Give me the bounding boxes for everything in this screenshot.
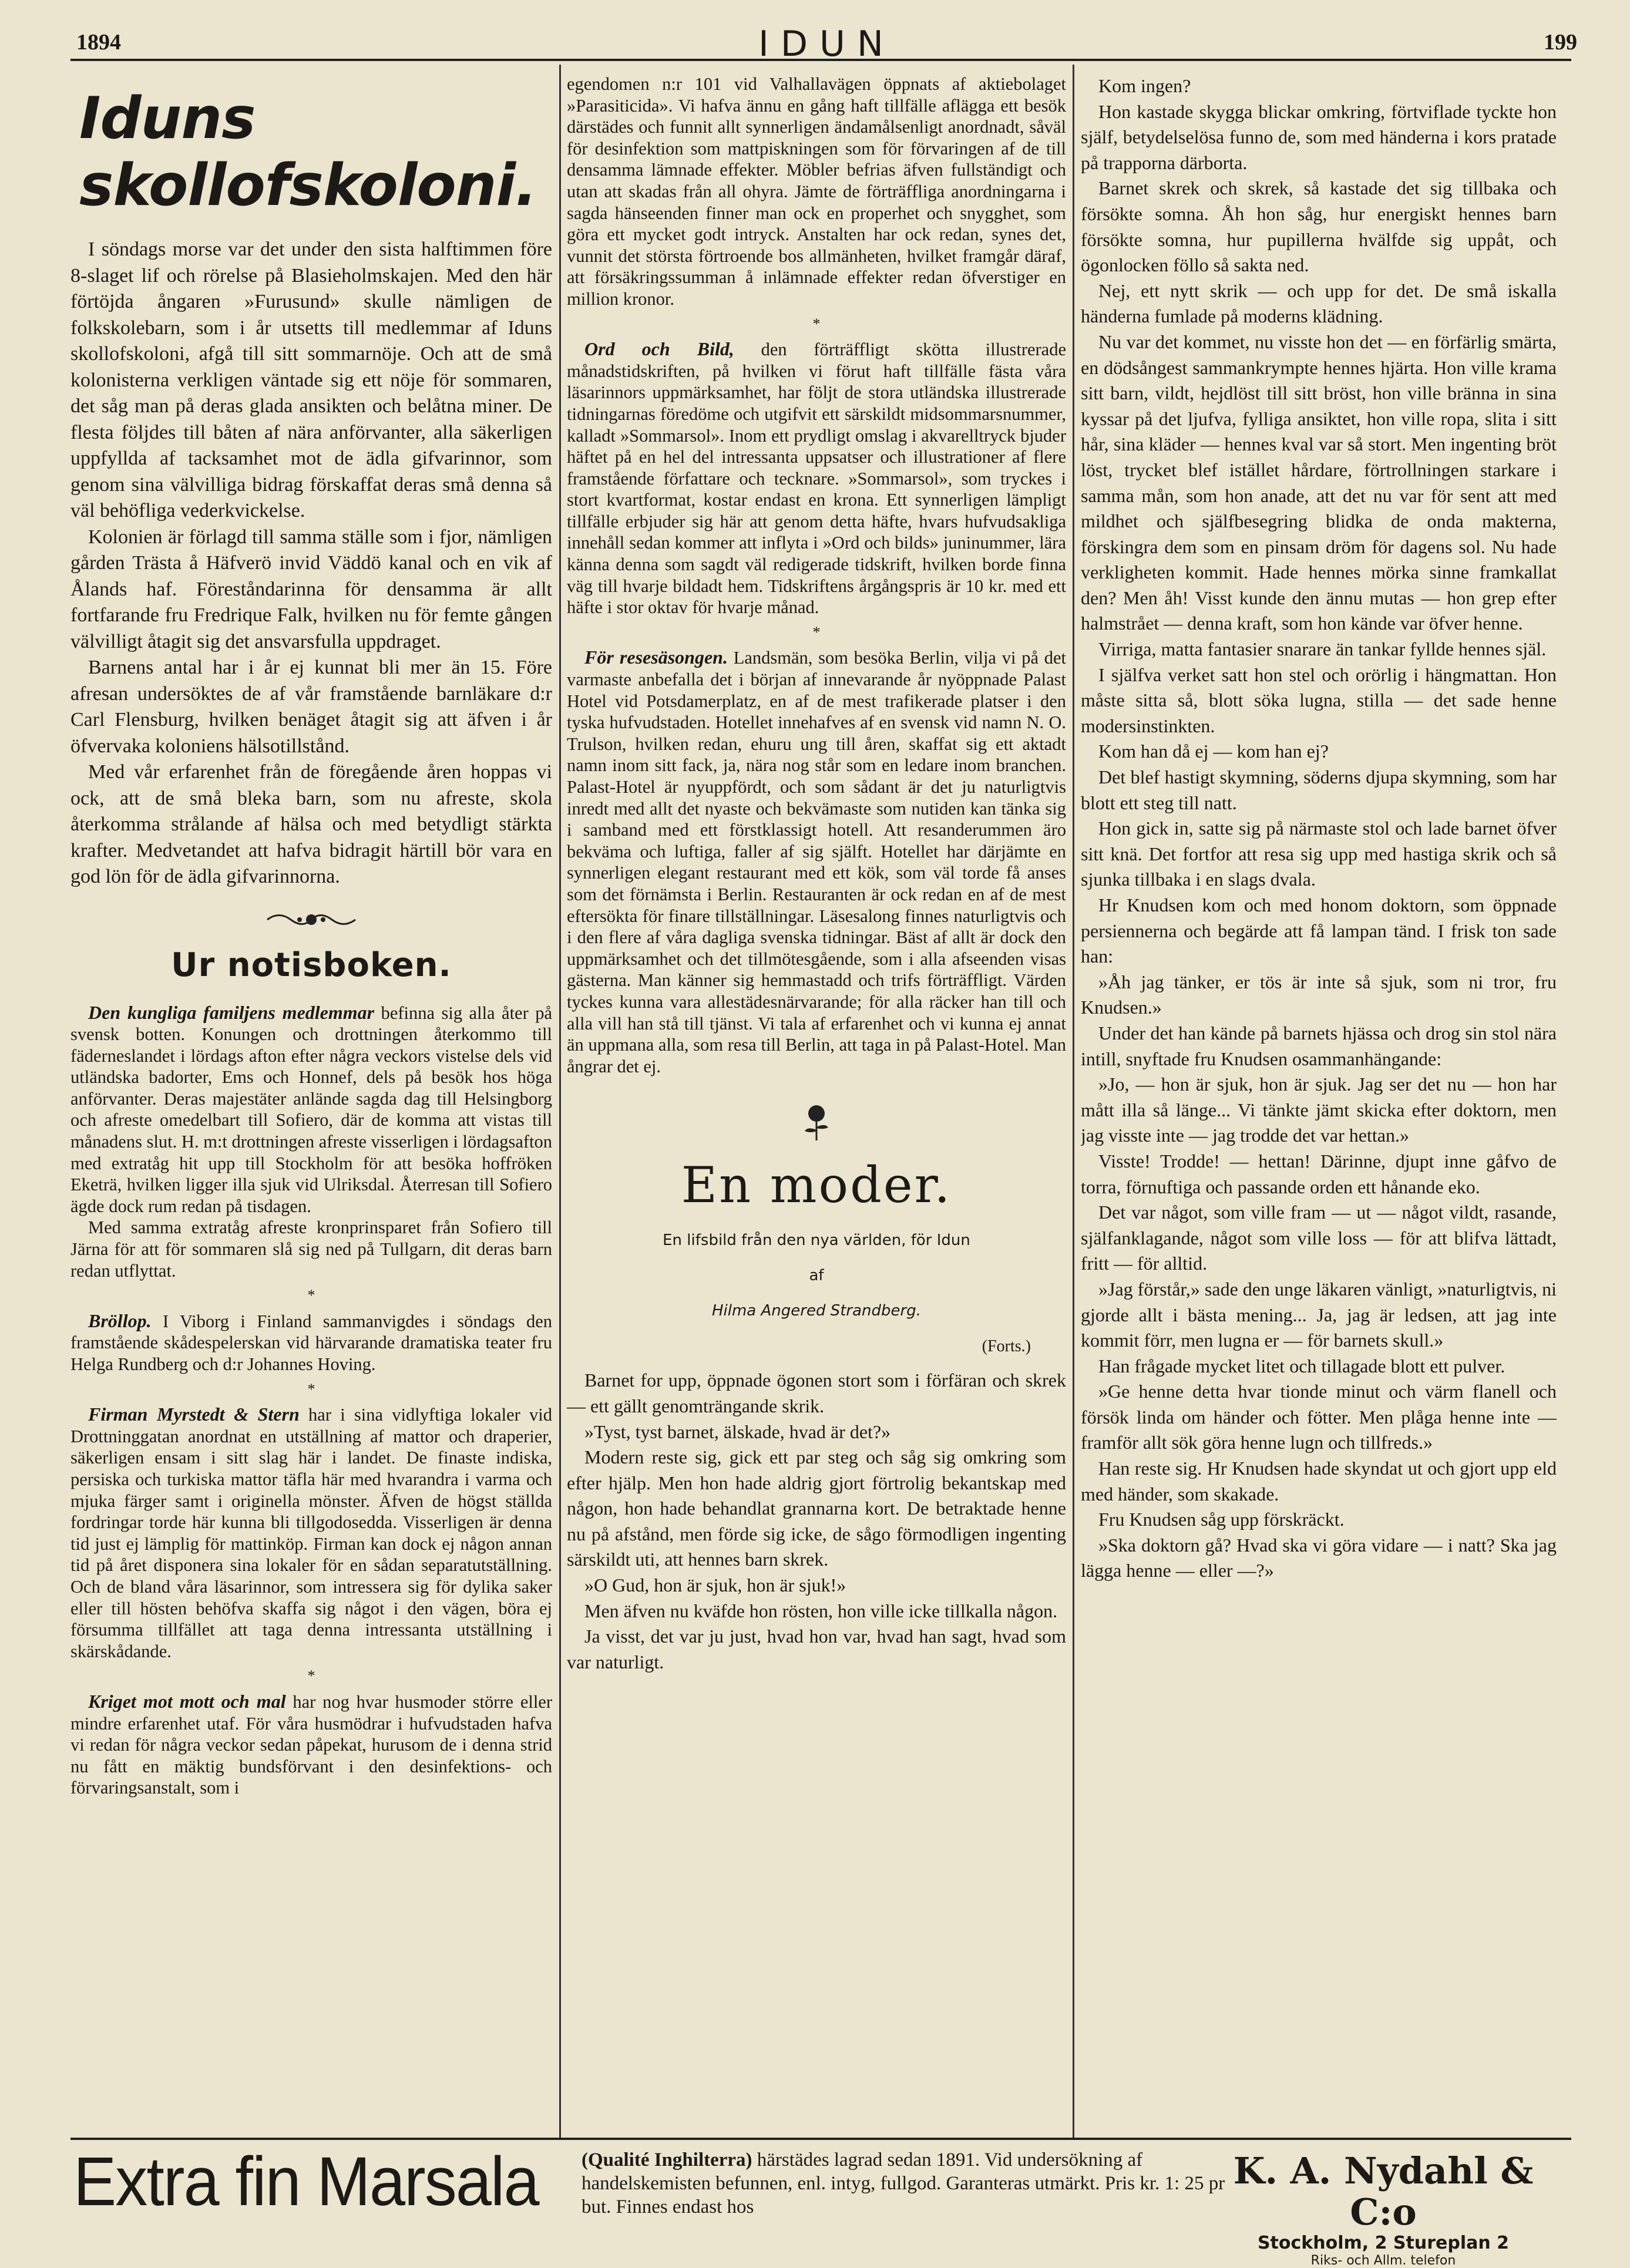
paragraph: Nu var det kommet, nu visste hon det — en förfärlig smärta, en dödsångest sammankrympte hennes hjärta. Hon ville krama sitt barn, vildt, hejdlöst till sitt bröst, hon ville bränna in sina kyssar på det ljufva, fylliga ansiktet, hon ville ropa, slita i sitt hår, sina kläder — hennes kval var så stort. Men ingenting bröt löst, trycket blef istället hårdare, förtrollningen starkare i samma mån, som hon anade, att det nu var för sent att med mildhet och själfbesegring blidka de onda makterna, förskingra dem som en pinsam dröm för dagens sol. Nu hade verkligheten kommit. Hade hennes mörka sinne framkallat den? Men åh! Visst kunde den ännu mutas — hon grep efter halmstrået — denna kraft, som hon kände var öfver henne.: [1081, 331, 1557, 634]
section-title: Ur notisboken.: [171, 945, 452, 984]
story-author: Hilma Angered Strandberg.: [711, 1302, 921, 1320]
paragraph: Med vår erfarenhet från de föregående åren hoppas vi ock, att de små bleka barn, som nu afreste, skola återkomma strålande af hälsa och med betydligt stärkta krafter. Medvetandet att hafva bidragit härtill bör vara en god lön för de ädla gifvarinnorna.: [70, 761, 552, 887]
paragraph: Fru Knudsen såg upp förskräckt.: [1098, 1509, 1345, 1530]
paragraph: Under det han kände på barnets hjässa och drog sin stol nära intill, snyftade fru Knudsen osammanhängande:: [1081, 1022, 1557, 1069]
ornament-divider-icon: [70, 908, 552, 934]
paragraph: Barnet skrek och skrek, så kastade det sig tillbaka och försökte somna. Åh hon såg, hur energiskt hennes barn försökte somna, hur pupillerna hvälfde sig uppåt, och ögonlocken föllo så sakta ned.: [1081, 177, 1557, 276]
journal-title: IDUN: [758, 23, 895, 65]
notice-lead: Kriget mot mott och mal: [88, 1690, 286, 1712]
notice-item: [70, 1691, 552, 1799]
column-rule: [559, 65, 561, 2138]
rose-ornament-icon: [567, 1101, 1066, 1145]
paragraph: Men äfven nu kväfde hon rösten, hon ville icke tillkalla någon.: [584, 1600, 1058, 1621]
ad-firm-address: Stockholm, 2 Stureplan 2: [1257, 2233, 1510, 2253]
paragraph: Han frågade mycket litet och tillagade blott ett pulver.: [1098, 1355, 1505, 1377]
article-title: Iduns skollofskoloni.: [79, 85, 537, 219]
story-body: [567, 1368, 1066, 1675]
notice-item: [70, 1310, 552, 1375]
paragraph: »Tyst, tyst barnet, älskade, hvad är det?»: [584, 1421, 891, 1442]
paragraph: »Jag förstår,» sade den unge läkaren vänligt, »naturligtvis, ni gjorde allt i bästa mening... Ja, jag är ledsen, att jag inte kommit förr, men lugna er — för barnets skull.»: [1081, 1278, 1557, 1351]
paragraph: Kom ingen?: [1098, 75, 1191, 96]
notice-text: Landsmän, som besöka Berlin, vilja vi på det varmaste anbefalla det i början af innevarande år nyöppnade Palast Hotel vid Potsdamerplatz, en af de mest trafikerade platser i den tyska hufvudstaden. Hotellet innehafves af en svensk vid namn N. O. Trulson, hvilken redan, ehuru ung till åren, skaffat sig ett aktadt namn inom sitt fack, ja, nära nog står som en ledare inom branchen. Palast-Hotel är nyuppfördt, och som sådant är det ju naturligtvis inredt med allt det nyaste och bekvämaste som nutiden kan tänka sig i samband med ett förstklassigt hotell. Att resanderummen äro bekväma och luftiga, faller af sig själft. Hotellet har därjämte en synnerligen elegant restaurant med ett kök, som väl torde få anses som det förnämsta i Berlin. Restauranten är ock redan en af de mest eftersökta för finare tillställningar. Läsesalong finnes naturligtvis och i den flere af våra dagliga svenska tidningar. Bäst af allt är dock den uppmärksamhet och det tillmötesgående, som i alla afseenden visas gästerna. Man känner sig hemmastadd och trifs förträffligt. Värden tyckes kunna vara allestädesnärvarande; för alla räcker han till och alla vill han stå till tjänst. Vi tala af erfarenhet och vi kunna ej annat än uppmana alla, som resa till Berlin, att taga in på Palast-Hotel. Man ångrar det ej.: [567, 648, 1066, 1076]
paragraph: Nej, ett nytt skrik — och upp for det. De små iskalla händerna fumlade på moderns klädning.: [1081, 280, 1557, 327]
paragraph: »Åh jag tänker, er tös är inte så sjuk, som ni tror, fru Knudsen.»: [1081, 971, 1557, 1018]
notice-lead: Ord och Bild,: [584, 338, 734, 360]
separator-star: *: [307, 1287, 315, 1304]
notice-item: [70, 1404, 552, 1662]
ad-description: [582, 2148, 1228, 2219]
ad-quality: (Qualité Inghilterra): [582, 2149, 752, 2171]
ad-firm-phone: Riks- och Allm. telefon: [1310, 2253, 1456, 2268]
paragraph: Virriga, matta fantasier snarare än tankar fyllde hennes själ.: [1098, 638, 1547, 660]
notice-item: [70, 1002, 552, 1217]
ad-rule: [70, 2138, 1571, 2140]
advertisement: [70, 2143, 1571, 2268]
paragraph: I söndags morse var det under den sista halftimmen före 8-slaget lif och rörelse på Blasieholmskajen. Med den här förtöjda ångaren »Furusund» skulle nämligen de folkskolebarn, som i år utsetts till medlemmar af Iduns skollofskoloni, afgå till sitt sommarnöje. Och att de små kolonisterna verkligen väntade sig ett nöje för sommaren, det såg man på deras glada ansikten och belåtna miner. De flesta följdes till båten af nära anförvanter, alla säkerligen uppfyllda af tacksamhet mot de ädla gifvarinnor, som genom sina välvilliga bidrag förskaffat deras små denna så väl behöfliga vederkvickelse.: [70, 238, 552, 521]
ad-text: härstädes lagrad sedan 1891. Vid undersökning af handelskemisten befunnen, enl. intyg, fullgod. Garanteras utmärkt. Pris kr. 1: 25 pr but. Finnes endast hos: [582, 2149, 1225, 2217]
paragraph: Kom han då ej — kom han ej?: [1098, 741, 1329, 762]
story-body-continued: [1081, 73, 1557, 1584]
page-number-left: 1894: [76, 30, 121, 55]
story-subtitle: En lifsbild från den nya världen, för Idun: [663, 1231, 970, 1250]
paragraph: Hr Knudsen kom och med honom doktorn, som öppnade persiennerna och begärde att få lampan tänd. I frisk ton sade han:: [1081, 894, 1557, 967]
paragraph: Kolonien är förlagd till samma ställe som i fjor, nämligen gården Trästa å Häfverö invid Väddö kanal och en vik af Ålands haf. Föreståndarinna för densamma är allt fortfarande fru Fredrique Falk, hvilken nu för femte gången välvilligt åtagit sig det ansvarsfulla uppdraget.: [70, 526, 552, 652]
separator-star: *: [812, 623, 821, 641]
ad-firm: [1201, 2151, 1565, 2268]
separator-star: *: [812, 315, 821, 332]
column-2: [567, 73, 1066, 2135]
notice-lead: Firman Myrstedt & Stern: [88, 1404, 300, 1425]
page-number-right: 199: [1544, 30, 1577, 55]
paragraph: »O Gud, hon är sjuk, hon är sjuk!»: [584, 1574, 846, 1596]
notice-text: har nog hvar husmoder större eller mindre erfarenhet utaf. För våra husmödrar i hufvudstaden hafva vi redan för några veckor sedan påpekat, hurusom de i denna strid nu fått en mäktig bundsförvant i den desinfektions- och förvaringsanstalt, som i: [70, 1691, 552, 1798]
ad-firm-name: K. A. Nydahl & C:o: [1233, 2149, 1534, 2233]
notice-lead: Den kungliga familjens medlemmar: [88, 1001, 375, 1023]
paragraph: Barnens antal har i år ej kunnat bli mer än 15. Före afresan undersöktes de af vår framstående barnläkare d:r Carl Flensburg, hvilken benäget åtagit sig att äfven i år öfvervaka koloniens hälsotillstånd.: [70, 657, 552, 757]
notices-continued: [567, 73, 1066, 1077]
column-rule: [1073, 65, 1074, 2138]
paragraph: Det blef hastigt skymning, söderns djupa skymning, som har blott ett steg till natt.: [1081, 766, 1557, 813]
separator-star: *: [307, 1667, 315, 1685]
story-af: af: [809, 1267, 824, 1285]
notice-text: befinna sig alla åter på svensk botten. Konungen och drottningen återkommo till fäderneslandet i lördags afton efter några veckors vistelse dels vid utländska badorter, Ems och Honnef, dels på besök hos höga anförvanter. Deras majestäter anlände sagda dag till Helsingborg och afreste omedelbart till Sofiero, där de komma att vistas till månadens slut. H. m:t drottningen afreste visserligen i lördagsafton med extratåg hit upp till Stockholm för att besöka hoffröken Eketrä, hvilken ligger illa sjuk vid Ulriksdal. Återresan till Sofiero ägde dock rum redan på tisdagen.: [70, 1002, 552, 1216]
notice-item: [567, 647, 1066, 1077]
paragraph: »Jo, — hon är sjuk, hon är sjuk. Jag ser det nu — hon har mått illa så länge... Vi tänkte jämt skicka efter doktorn, men jag visste inte — jag trodde det var hettan.»: [1081, 1074, 1557, 1146]
notice-lead: För resesäsongen.: [584, 647, 728, 668]
paragraph: Modern reste sig, gick ett par steg och såg sig omkring som efter hjälp. Men hon hade aldrig gjort förtrolig bekantskap med någon, hon hade behandlat grannarna kort. De betraktade henne nu på afstånd, men förde sig icke, de sågo förmodligen ingenting särskildt uti, att hennes barn skrek.: [567, 1446, 1066, 1570]
column-1: [70, 73, 552, 2135]
paragraph: »Ska doktorn gå? Hvad ska vi göra vidare — i natt? Ska jag lägga henne — eller —?»: [1081, 1534, 1557, 1581]
paragraph: Han reste sig. Hr Knudsen hade skyndat ut och gjort upp eld med händer, som skakade.: [1081, 1458, 1557, 1505]
header-rule: [70, 59, 1571, 61]
notice-text: I Viborg i Finland sammanvigdes i söndags den framstående skådespelerskan vid härvarande dramatiska teater fru Helga Rundberg och d:r Johannes Hoving.: [70, 1311, 552, 1374]
paragraph: Det var något, som ville fram — ut — något vildt, rasande, själfanklagande, något som ville loss — för att blifva lättadt, fritt — för alltid.: [1081, 1202, 1557, 1274]
paragraph: »Ge henne detta hvar tionde minut och värm flanell och försök linda om händer och fötter. Men plåga henne inte — framför allt sök göra henne lugn och tillfreds.»: [1081, 1381, 1557, 1453]
column-3: [1081, 73, 1557, 2135]
notice-text: har i sina vidlyftiga lokaler vid Drottninggatan anordnat en utställning af mattor och draperier, säkerligen ensam i sitt slag här i landet. De finaste indiska, persiska och turkiska mattor täfla här med hvarandra i varma och mjuka färger samt i originella mönster. Äfven de högst ställda fordringar torde här kunna bli tillgodosedda. Visserligen är denna tid just ej lämplig för mattinköp. Firman kan dock ej någon annan tid på året disponera sina lokaler för en sådan separatutställning. Och de bland våra läsarinnor, som intressera sig för dylika saker eller till hösten behöfva skaffa sig något i den vägen, böra ej försumma tillfället att taga denna intressanta utställning i skärskådande.: [70, 1405, 552, 1661]
notice-lead: Bröllop.: [88, 1310, 152, 1331]
notices: [70, 1002, 552, 1799]
notice-text: den förträffligt skötta illustrerade månadstidskriften, på hvilken vi förut haft tillfälle fästa våra läsarinnors uppmärksamhet, har följt de stora utländska illustrerade tidningarnas föredöme och utgifvit ett särskildt midsommarsnummer, kalladt »Sommarsol». Inom ett prydligt omslag i akvarelltryck bjuder häftet på en hel del intressanta uppsatser och illustrationer af flere framstående författare och tecknare. »Sommarsol», som tryckes i stort kvartformat, kostar endast en krona. Ett synnerligen lämpligt tillfälle erbjuder sig här att genom detta häfte, hvars hufvudsakliga innehåll sedan kommer att inflyta i »Ord och bilds» juninummer, lära känna denna som sagdt väl redigerade tidskrift, hvilken borde finna väg till hvarje bildadt hem. Tidskriftens årgångspris är 10 kr. med ett häfte i stor oktav för hvarje månad.: [567, 339, 1066, 618]
continued-text: egendomen n:r 101 vid Valhallavägen öppnats af aktiebolaget »Parasiticida». Vi hafva ännu en gång haft tillfälle aflägga ett besök därstädes och funnit allt synnerligen ändamålsenligt anordnadt, såväl för desinfektion som mattpiskningen som för förvaringen af de till densamma lämnade effekter. Möbler befrias äfven fullständigt och utan att skadas från all ohyra. Jämte de förträffliga anordningarna i sagda hänseenden finner man ock en properhet och snygghet, som göra ett mycket godt intryck. Anstalten har ock redan, synes det, vunnit det största förtroende bos allmänheten, hvilket framgår däraf, att försäkringssumman å inlämnade effekter redan öfverstiger en million kronor.: [567, 74, 1066, 309]
separator-star: *: [307, 1380, 315, 1398]
notice-extra: Med samma extratåg afreste kronprinsparet från Sofiero till Järna för att för sommaren slå sig ned på Tullgarn, dit deras barn redan utflyttat.: [70, 1217, 552, 1281]
story-continued-label: (Forts.): [982, 1337, 1031, 1356]
paragraph: Ja visst, det var ju just, hvad hon var, hvad han sagt, hvad som var naturligt.: [567, 1626, 1066, 1673]
ad-product: Extra fin Marsala: [73, 2143, 539, 2220]
paragraph: Visste! Trodde! — hettan! Därinne, djupt inne gåfvo de torra, förnuftiga och passande orden ett hånande eko.: [1081, 1150, 1557, 1197]
paragraph: I själfva verket satt hon stel och orörlig i hängmattan. Hon måste sitta så, blott söka lugna, stilla — det sade henne modersinstinkten.: [1081, 664, 1557, 736]
paragraph: Hon gick in, satte sig på närmaste stol och lade barnet öfver sitt knä. Det fortfor att resa sig upp med hastiga skrik och så sjunka tillbaka i en slags dvala.: [1081, 817, 1557, 890]
article-body: [70, 237, 552, 890]
paragraph: Hon kastade skygga blickar omkring, förtviflade tyckte hon själf, betydelselösa funno de, som med händerna i kors pratade på trapporna därborta.: [1081, 100, 1557, 173]
story-title: En moder.: [681, 1156, 952, 1214]
notice-item: [567, 338, 1066, 618]
paragraph: Barnet for upp, öppnade ögonen stort som i förfäran och skrek — ett gällt genomträngande skrik.: [567, 1369, 1066, 1416]
